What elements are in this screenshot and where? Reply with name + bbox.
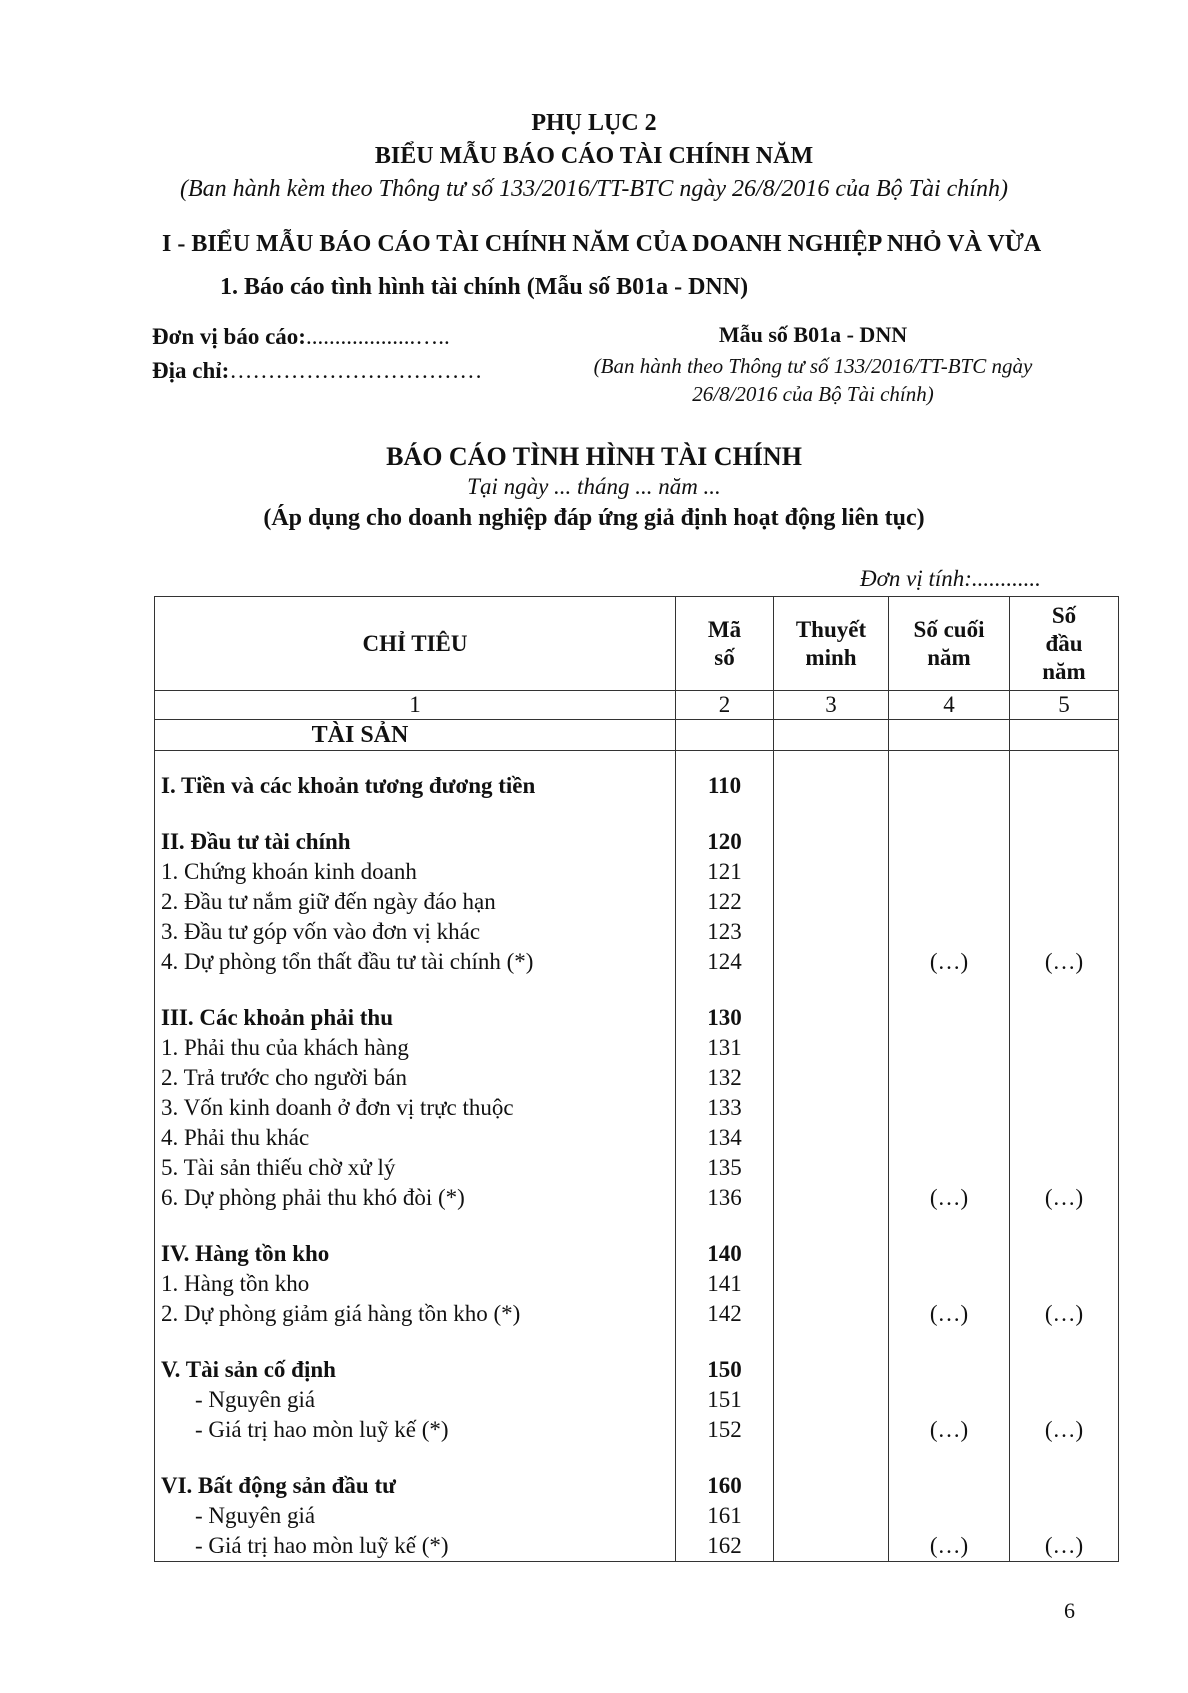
table-row: 3. Đầu tư góp vốn vào đơn vị khác 123 [155, 917, 1119, 947]
reporting-unit-dots: ...................….. [305, 324, 450, 349]
table-row: 4. Phải thu khác 134 [155, 1123, 1119, 1153]
table-row: 6. Dự phòng phải thu khó đòi (*) 136 (…) (…) [155, 1183, 1119, 1213]
assets-heading: TÀI SẢN [155, 720, 676, 751]
table-row: 1. Hàng tồn kho 141 [155, 1269, 1119, 1299]
table-row: - Giá trị hao mòn luỹ kế (*) 152 (…) (…) [155, 1415, 1119, 1445]
table-row: 2. Đầu tư nắm giữ đến ngày đáo hạn 122 [155, 887, 1119, 917]
address-dots: …………………………… [229, 358, 483, 383]
col-number: 3 [774, 691, 889, 720]
report-scope: (Áp dụng cho doanh nghiệp đáp ứng giả định hoạt động liên tục) [263, 505, 925, 531]
table-row: II. Đầu tư tài chính 120 [155, 827, 1119, 857]
table-row: - Giá trị hao mòn luỹ kế (*) 162 (…) (…) [155, 1531, 1119, 1562]
appendix-title: PHỤ LỤC 2 [531, 110, 657, 136]
col-header-code: Mã số [676, 597, 774, 691]
address-line [152, 358, 482, 384]
form-title: BIỂU MẪU BÁO CÁO TÀI CHÍNH NĂM [374, 143, 814, 169]
table-row: 5. Tài sản thiếu chờ xử lý 135 [155, 1153, 1119, 1183]
column-number-row [155, 691, 1119, 720]
table-row: 2. Trả trước cho người bán 132 [155, 1063, 1119, 1093]
form-note-line-1: (Ban hành theo Thông tư số 133/2016/TT-BTC ngày [593, 354, 1033, 378]
col-number: 4 [889, 691, 1010, 720]
table-row: 3. Vốn kinh doanh ở đơn vị trực thuộc 133 [155, 1093, 1119, 1123]
col-header-end-year: Số cuối năm [889, 597, 1010, 691]
report-title: BÁO CÁO TÌNH HÌNH TÀI CHÍNH [386, 442, 802, 471]
section-heading: I - BIỂU MẪU BÁO CÁO TÀI CHÍNH NĂM CỦA DOANH NGHIỆP NHỎ VÀ VỪA [162, 231, 1042, 257]
report-date: Tại ngày ... tháng ... năm ... [467, 474, 721, 499]
issued-note: (Ban hành kèm theo Thông tư số 133/2016/TT-BTC ngày 26/8/2016 của Bộ Tài chính) [180, 176, 1008, 202]
table-row: V. Tài sản cố định 150 [155, 1355, 1119, 1385]
reporting-unit-label: Đơn vị báo cáo: [152, 324, 306, 349]
table-row: 2. Dự phòng giảm giá hàng tồn kho (*) 142 (…) (…) [155, 1299, 1119, 1329]
page-number: 6 [1064, 1598, 1075, 1623]
table-row: I. Tiền và các khoản tương đương tiền 110 [155, 771, 1119, 801]
currency-unit: Đơn vị tính:............ [860, 566, 1041, 591]
col-number: 5 [1010, 691, 1119, 720]
col-header-begin-year: Số đầu năm [1010, 597, 1119, 691]
table-row: 4. Dự phòng tổn thất đầu tư tài chính (*) 124 (…) (…) [155, 947, 1119, 977]
balance-sheet-table [154, 596, 1119, 1562]
table-row: VI. Bất động sản đầu tư 160 [155, 1471, 1119, 1501]
subsection-heading: 1. Báo cáo tình hình tài chính (Mẫu số B01a - DNN) [220, 274, 749, 300]
table-header-row [155, 597, 1119, 691]
table-row: - Nguyên giá 161 [155, 1501, 1119, 1531]
col-number: 1 [155, 691, 676, 720]
form-code: Mẫu số B01a - DNN [718, 322, 908, 347]
address-label: Địa chỉ: [152, 358, 230, 383]
col-header-indicator: CHỈ TIÊU [155, 597, 676, 691]
table-row: IV. Hàng tồn kho 140 [155, 1239, 1119, 1269]
reporting-unit-line [152, 324, 450, 350]
form-note-line-2: 26/8/2016 của Bộ Tài chính) [692, 382, 934, 406]
table-row: 1. Phải thu của khách hàng 131 [155, 1033, 1119, 1063]
table-row: - Nguyên giá 151 [155, 1385, 1119, 1415]
table-row: 1. Chứng khoán kinh doanh 121 [155, 857, 1119, 887]
assets-heading-row [155, 720, 1119, 751]
col-number: 2 [676, 691, 774, 720]
col-header-note: Thuyết minh [774, 597, 889, 691]
table-row: III. Các khoản phải thu 130 [155, 1003, 1119, 1033]
